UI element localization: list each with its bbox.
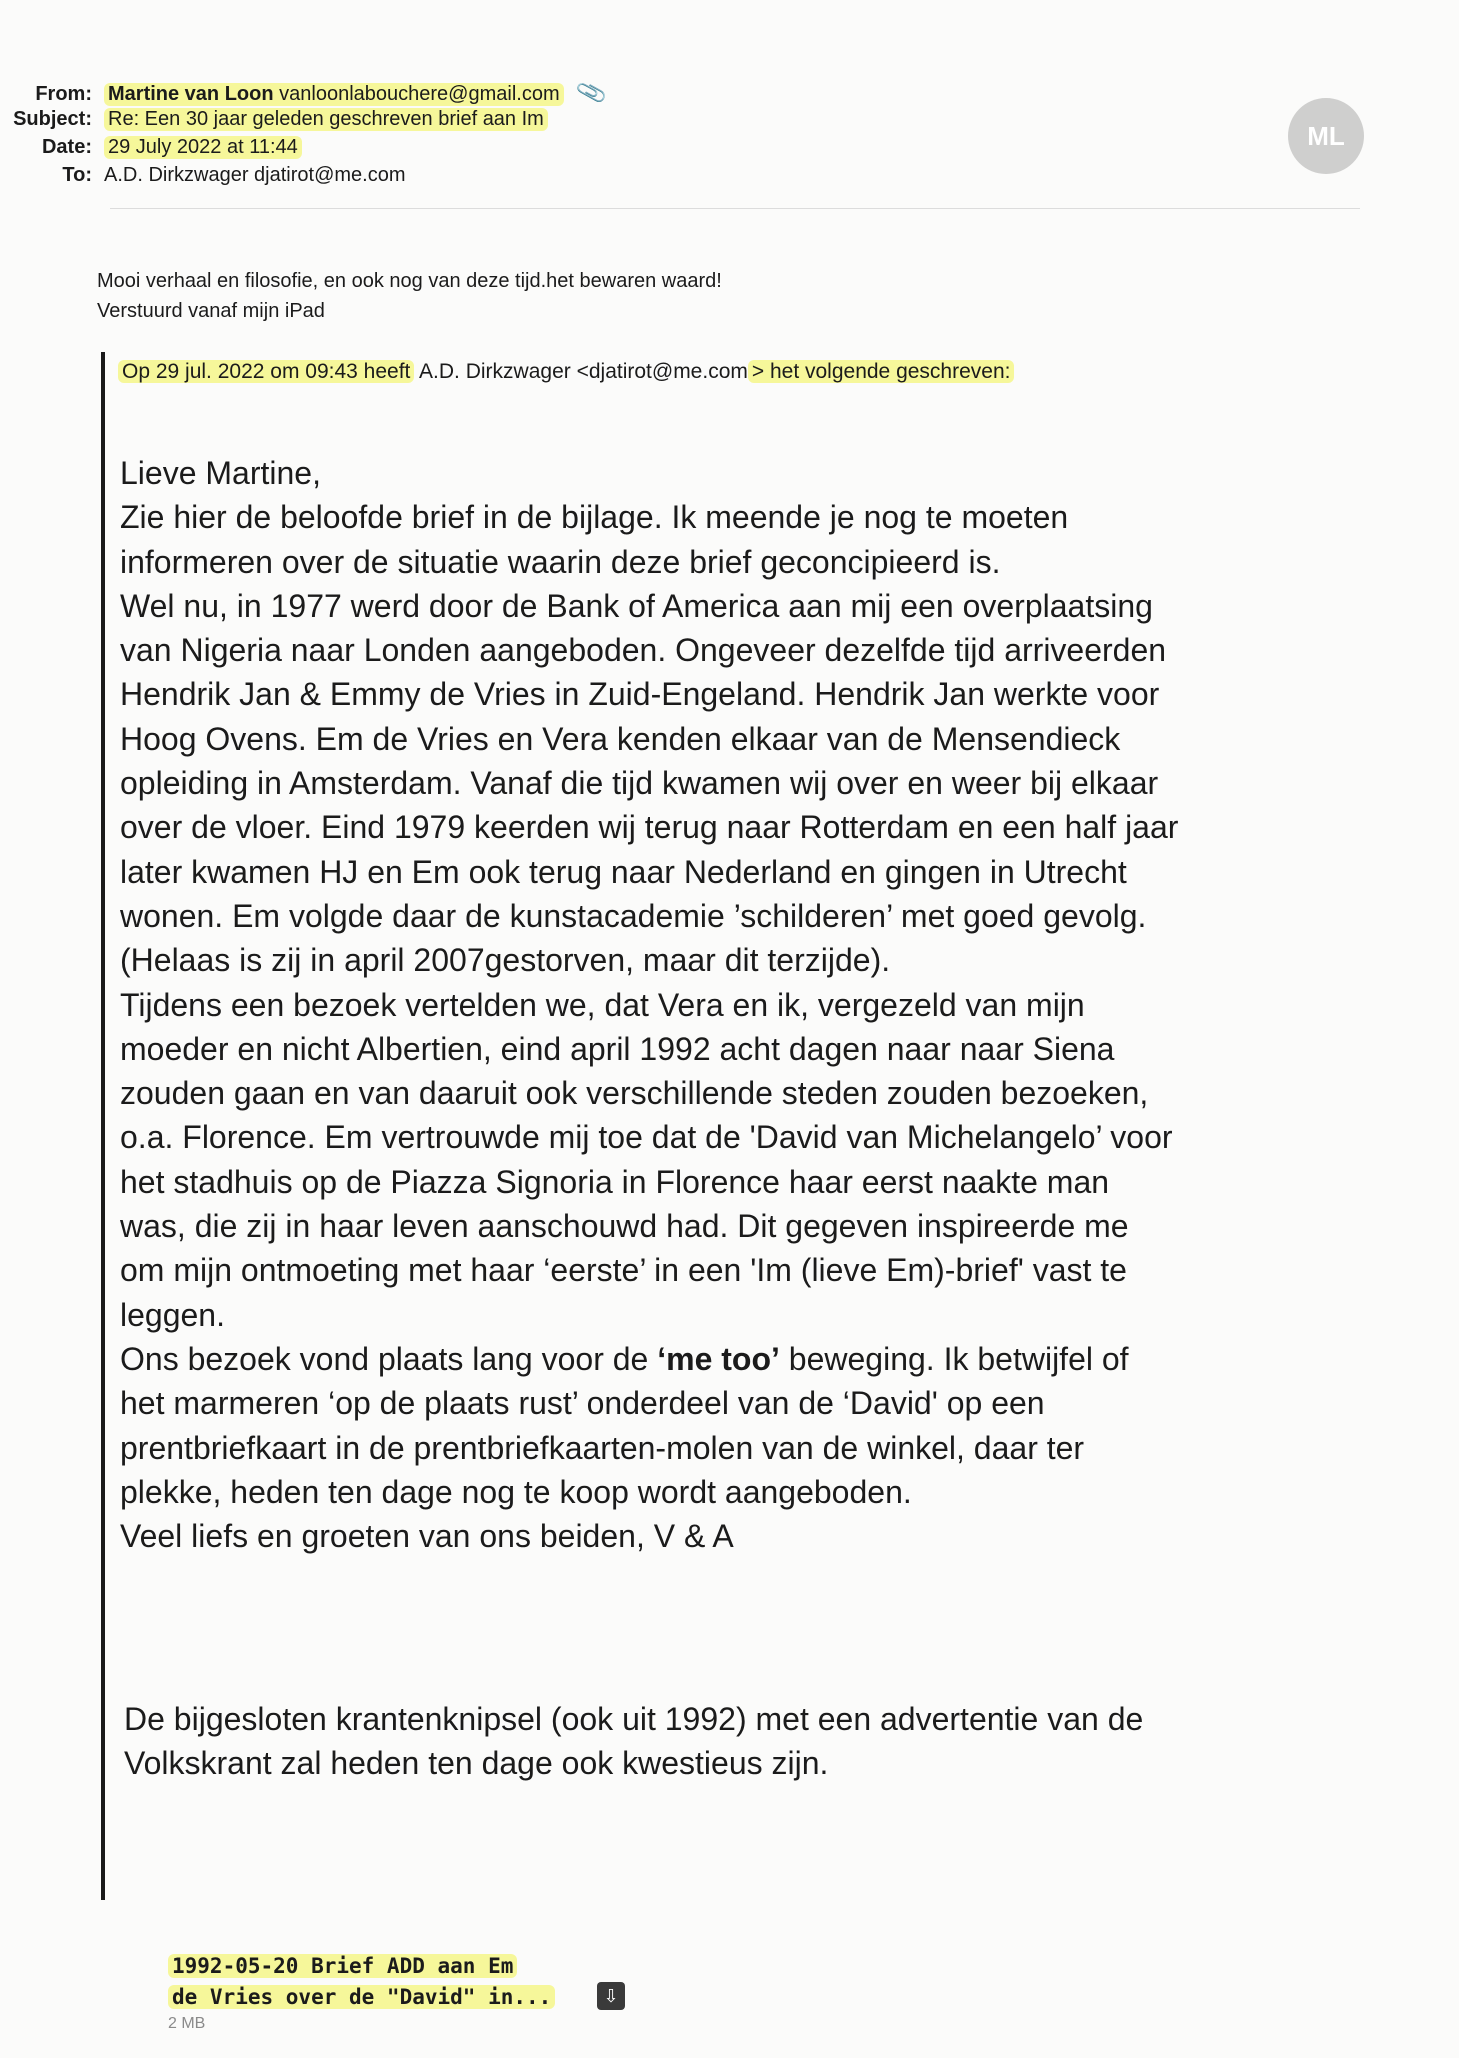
reply-line: Mooi verhaal en filosofie, en ook nog van deze tijd.het bewaren waard! <box>97 270 722 292</box>
sign-off: Veel liefs en groeten van ons beiden, V & A <box>120 1518 734 1555</box>
body-line: moeder en nicht Albertien, eind april 1992 acht dagen naar naar Siena <box>120 1030 1115 1067</box>
attachment-size: 2 MB <box>168 2015 206 2032</box>
quote-bar <box>101 352 105 1900</box>
attachment-title-line1[interactable]: 1992-05-20 Brief ADD aan Em <box>168 1954 517 1978</box>
postscript-line: De bijgesloten krantenknipsel (ook uit 1992) met een advertentie van de <box>124 1701 1144 1737</box>
body-line: Hoog Ovens. Em de Vries en Vera kenden elkaar van de Mensendieck <box>120 720 1121 757</box>
body-line: om mijn ontmoeting met haar ‘eerste’ in een 'Im (lieve Em)-brief' vast te <box>120 1252 1127 1289</box>
header-divider <box>110 208 1360 209</box>
body-line: was, die zij in haar leven aanschouwd had. Dit gegeven inspireerde me <box>120 1208 1129 1245</box>
body-line: het marmeren ‘op de plaats rust’ onderdeel van de ‘David' op een <box>120 1385 1045 1422</box>
from-label: From: <box>35 83 92 105</box>
attachment[interactable] <box>168 1951 555 2033</box>
from-row <box>0 76 609 109</box>
metoo-bold: ‘me too’ <box>657 1340 780 1377</box>
recipient-name[interactable]: A.D. Dirkzwager <box>104 164 249 186</box>
body-line: Hendrik Jan & Emmy de Vries in Zuid-Engeland. Hendrik Jan werkte voor <box>120 676 1160 713</box>
to-value <box>104 164 406 187</box>
subject-label: Subject: <box>13 108 92 130</box>
download-icon[interactable]: ⇩ <box>597 1982 625 2010</box>
reply-text <box>97 266 722 326</box>
body-line: over de vloer. Eind 1979 keerden wij terug naar Rotterdam en een half jaar <box>120 809 1179 846</box>
body-line: leggen. <box>120 1296 225 1333</box>
body-line-metoo <box>120 1337 1380 1381</box>
body-line: Wel nu, in 1977 werd door de Bank of America aan mij een overplaatsing <box>120 587 1153 624</box>
recipient-email[interactable]: djatirot@me.com <box>254 164 406 186</box>
letter-body <box>120 451 1380 1558</box>
body-line: het stadhuis op de Piazza Signoria in Florence haar eerst naakte man <box>120 1163 1110 1200</box>
body-line: wonen. Em volgde daar de kunstacademie ’schilderen’ met goed gevolg. <box>120 897 1147 934</box>
from-value <box>104 83 564 106</box>
date-value: 29 July 2022 at 11:44 <box>104 136 302 159</box>
body-line: zouden gaan en van daaruit ook verschillende steden zouden bezoeken, <box>120 1075 1149 1112</box>
body-line: opleiding in Amsterdam. Vanaf die tijd kwamen wij over en weer bij elkaar <box>120 765 1159 802</box>
body-line: plekke, heden ten dage nog te koop wordt aangeboden. <box>120 1473 912 1510</box>
sender-email[interactable]: vanloonlabouchere@gmail.com <box>279 83 560 105</box>
avatar: ML <box>1288 98 1364 174</box>
date-label: Date: <box>41 136 92 158</box>
postscript <box>124 1697 1143 1786</box>
body-line: later kwamen HJ en Em ook terug naar Nederland en gingen in Utrecht <box>120 853 1127 890</box>
date-row <box>0 136 302 164</box>
quote-wrote-highlight: > het volgende geschreven: <box>748 360 1015 383</box>
greeting: Lieve Martine, <box>120 455 321 491</box>
subject-row <box>0 108 548 136</box>
paperclip-icon: 📎 <box>573 76 609 109</box>
body-line: Zie hier de beloofde brief in de bijlage. Ik meende je nog te moeten <box>120 499 1069 536</box>
quote-attribution <box>118 360 1014 384</box>
postscript-line: Volkskrant zal heden ten dage ook kwestieus zijn. <box>124 1745 829 1782</box>
to-label: To: <box>62 164 92 186</box>
sender-name[interactable]: Martine van Loon <box>108 83 274 105</box>
body-line: prentbriefkaart in de prentbriefkaarten-molen van de winkel, daar ter <box>120 1429 1085 1466</box>
signature-line: Verstuurd vanaf mijn iPad <box>97 300 325 322</box>
body-line: van Nigeria naar Londen aangeboden. Ongeveer dezelfde tijd arriveerden <box>120 632 1167 669</box>
body-line: Tijdens een bezoek vertelden we, dat Vera en ik, vergezeld van mijn <box>120 986 1085 1023</box>
metoo-before: Ons bezoek vond plaats lang voor de <box>120 1340 658 1377</box>
to-row <box>0 164 406 192</box>
subject-value: Re: Een 30 jaar geleden geschreven brief aan Im <box>104 108 548 131</box>
quote-date-highlight: Op 29 jul. 2022 om 09:43 heeft <box>118 360 414 383</box>
quote-author: A.D. Dirkzwager <djatirot@me.com <box>414 360 748 383</box>
body-line: (Helaas is zij in april 2007gestorven, maar dit terzijde). <box>120 942 891 979</box>
body-line: o.a. Florence. Em vertrouwde mij toe dat de 'David van Michelangelo’ voor <box>120 1119 1173 1156</box>
metoo-after: beweging. Ik betwijfel of <box>779 1340 1129 1377</box>
body-line: informeren over de situatie waarin deze brief geconcipieerd is. <box>120 543 1001 580</box>
attachment-title-line2[interactable]: de Vries over de "David" in... <box>168 1985 555 2009</box>
